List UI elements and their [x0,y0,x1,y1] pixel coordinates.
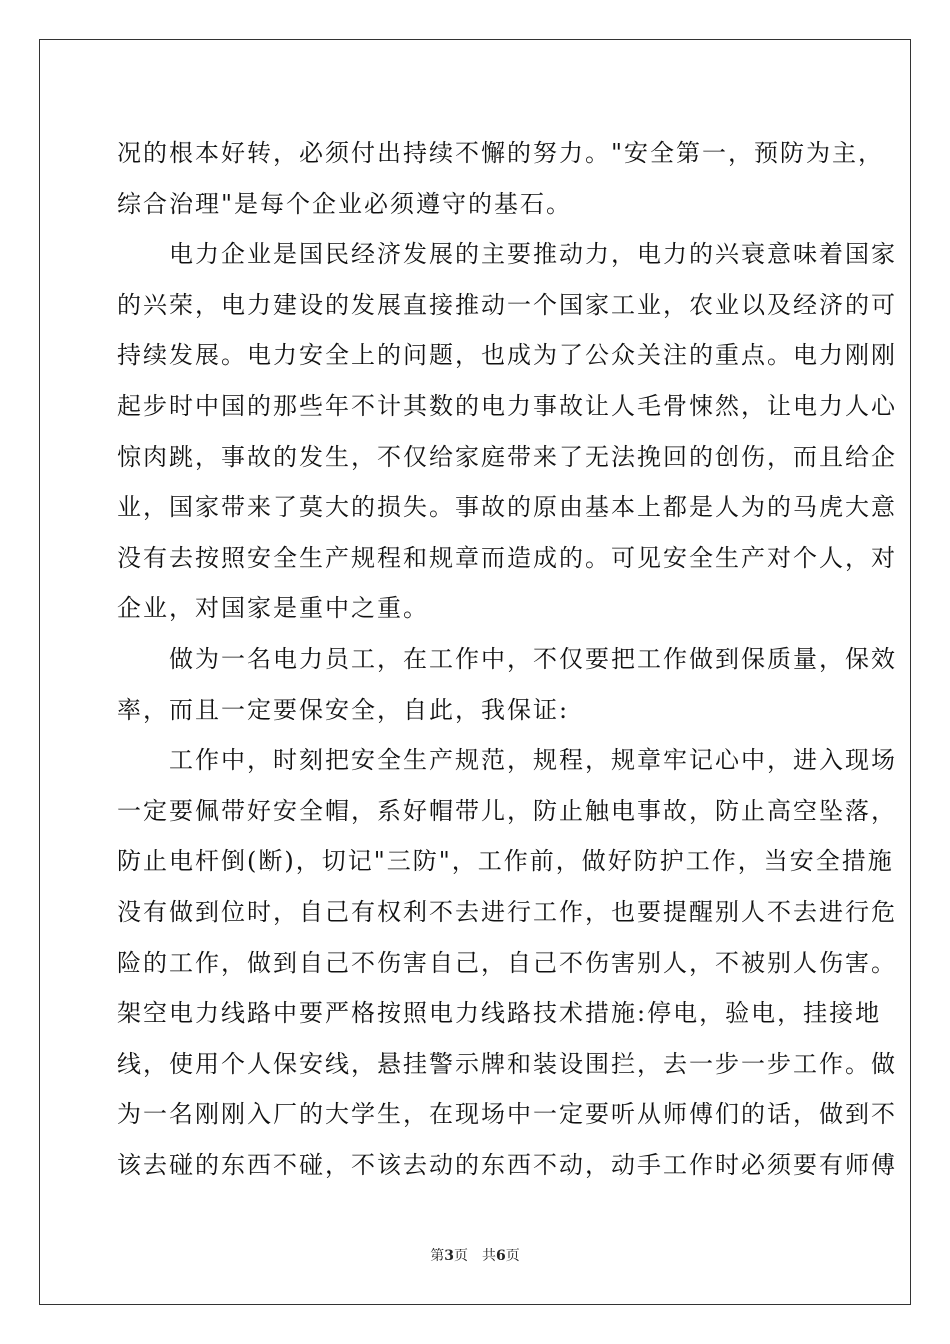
text-line: 惊肉跳，事故的发生，不仅给家庭带来了无法挽回的创伤，而且给企 [117,442,897,471]
text-line: 该去碰的东西不碰，不该去动的东西不动，动手工作时必须要有师傅 [117,1150,897,1179]
total-pages: 6 [496,1248,506,1264]
text-line: 一定要佩带好安全帽，系好帽带儿，防止触电事故，防止高空坠落， [117,796,897,825]
page-number-suffix: 页 [454,1248,468,1264]
text-line: 防止电杆倒(断)，切记"三防"，工作前，做好防护工作，当安全措施 [117,847,894,876]
page-number-prefix: 第 [430,1248,445,1264]
text-line: 综合治理"是每个企业必须遵守的基石。 [117,189,573,218]
text-line: 架空电力线路中要严格按照电力线路技术措施:停电，验电，挂接地 [117,999,882,1028]
text-line: 业，国家带来了莫大的损失。事故的原由基本上都是人为的马虎大意 [117,493,897,522]
text-line: 险的工作，做到自己不伤害自己，自己不伤害别人，不被别人伤害。 [117,948,897,977]
text-line: 为一名刚刚入厂的大学生，在现场中一定要听从师傅们的话，做到不 [117,1100,897,1129]
text-line: 做为一名电力员工，在工作中，不仅要把工作做到保质量，保效 [117,644,897,673]
text-line: 线，使用个人保安线，悬挂警示牌和装设围拦，去一步一步工作。做 [117,1049,897,1078]
text-line: 企业，对国家是重中之重。 [117,594,429,623]
document-body [117,128,897,1190]
text-line: 没有去按照安全生产规程和规章而造成的。可见安全生产对个人，对 [117,543,897,572]
total-pages-prefix: 共 [482,1248,496,1264]
text-line: 工作中，时刻把安全生产规范，规程，规章牢记心中，进入现场 [117,746,897,775]
text-line: 况的根本好转，必须付出持续不懈的努力。"安全第一，预防为主， [117,139,885,167]
text-line: 起步时中国的那些年不计其数的电力事故让人毛骨悚然，让电力人心 [117,391,897,420]
total-pages-suffix: 页 [505,1248,520,1264]
text-line: 的兴荣，电力建设的发展直接推动一个国家工业，农业以及经济的可 [117,290,897,319]
page-number: 3 [444,1248,454,1264]
text-line: 持续发展。电力安全上的问题，也成为了公众关注的重点。电力刚刚 [117,341,897,370]
text-line: 没有做到位时，自己有权利不去进行工作，也要提醒别人不去进行危 [117,897,897,926]
text-line: 电力企业是国民经济发展的主要推动力，电力的兴衰意味着国家 [117,240,897,269]
text-line: 率，而且一定要保安全，自此，我保证: [117,695,570,724]
page-footer [0,1245,950,1265]
